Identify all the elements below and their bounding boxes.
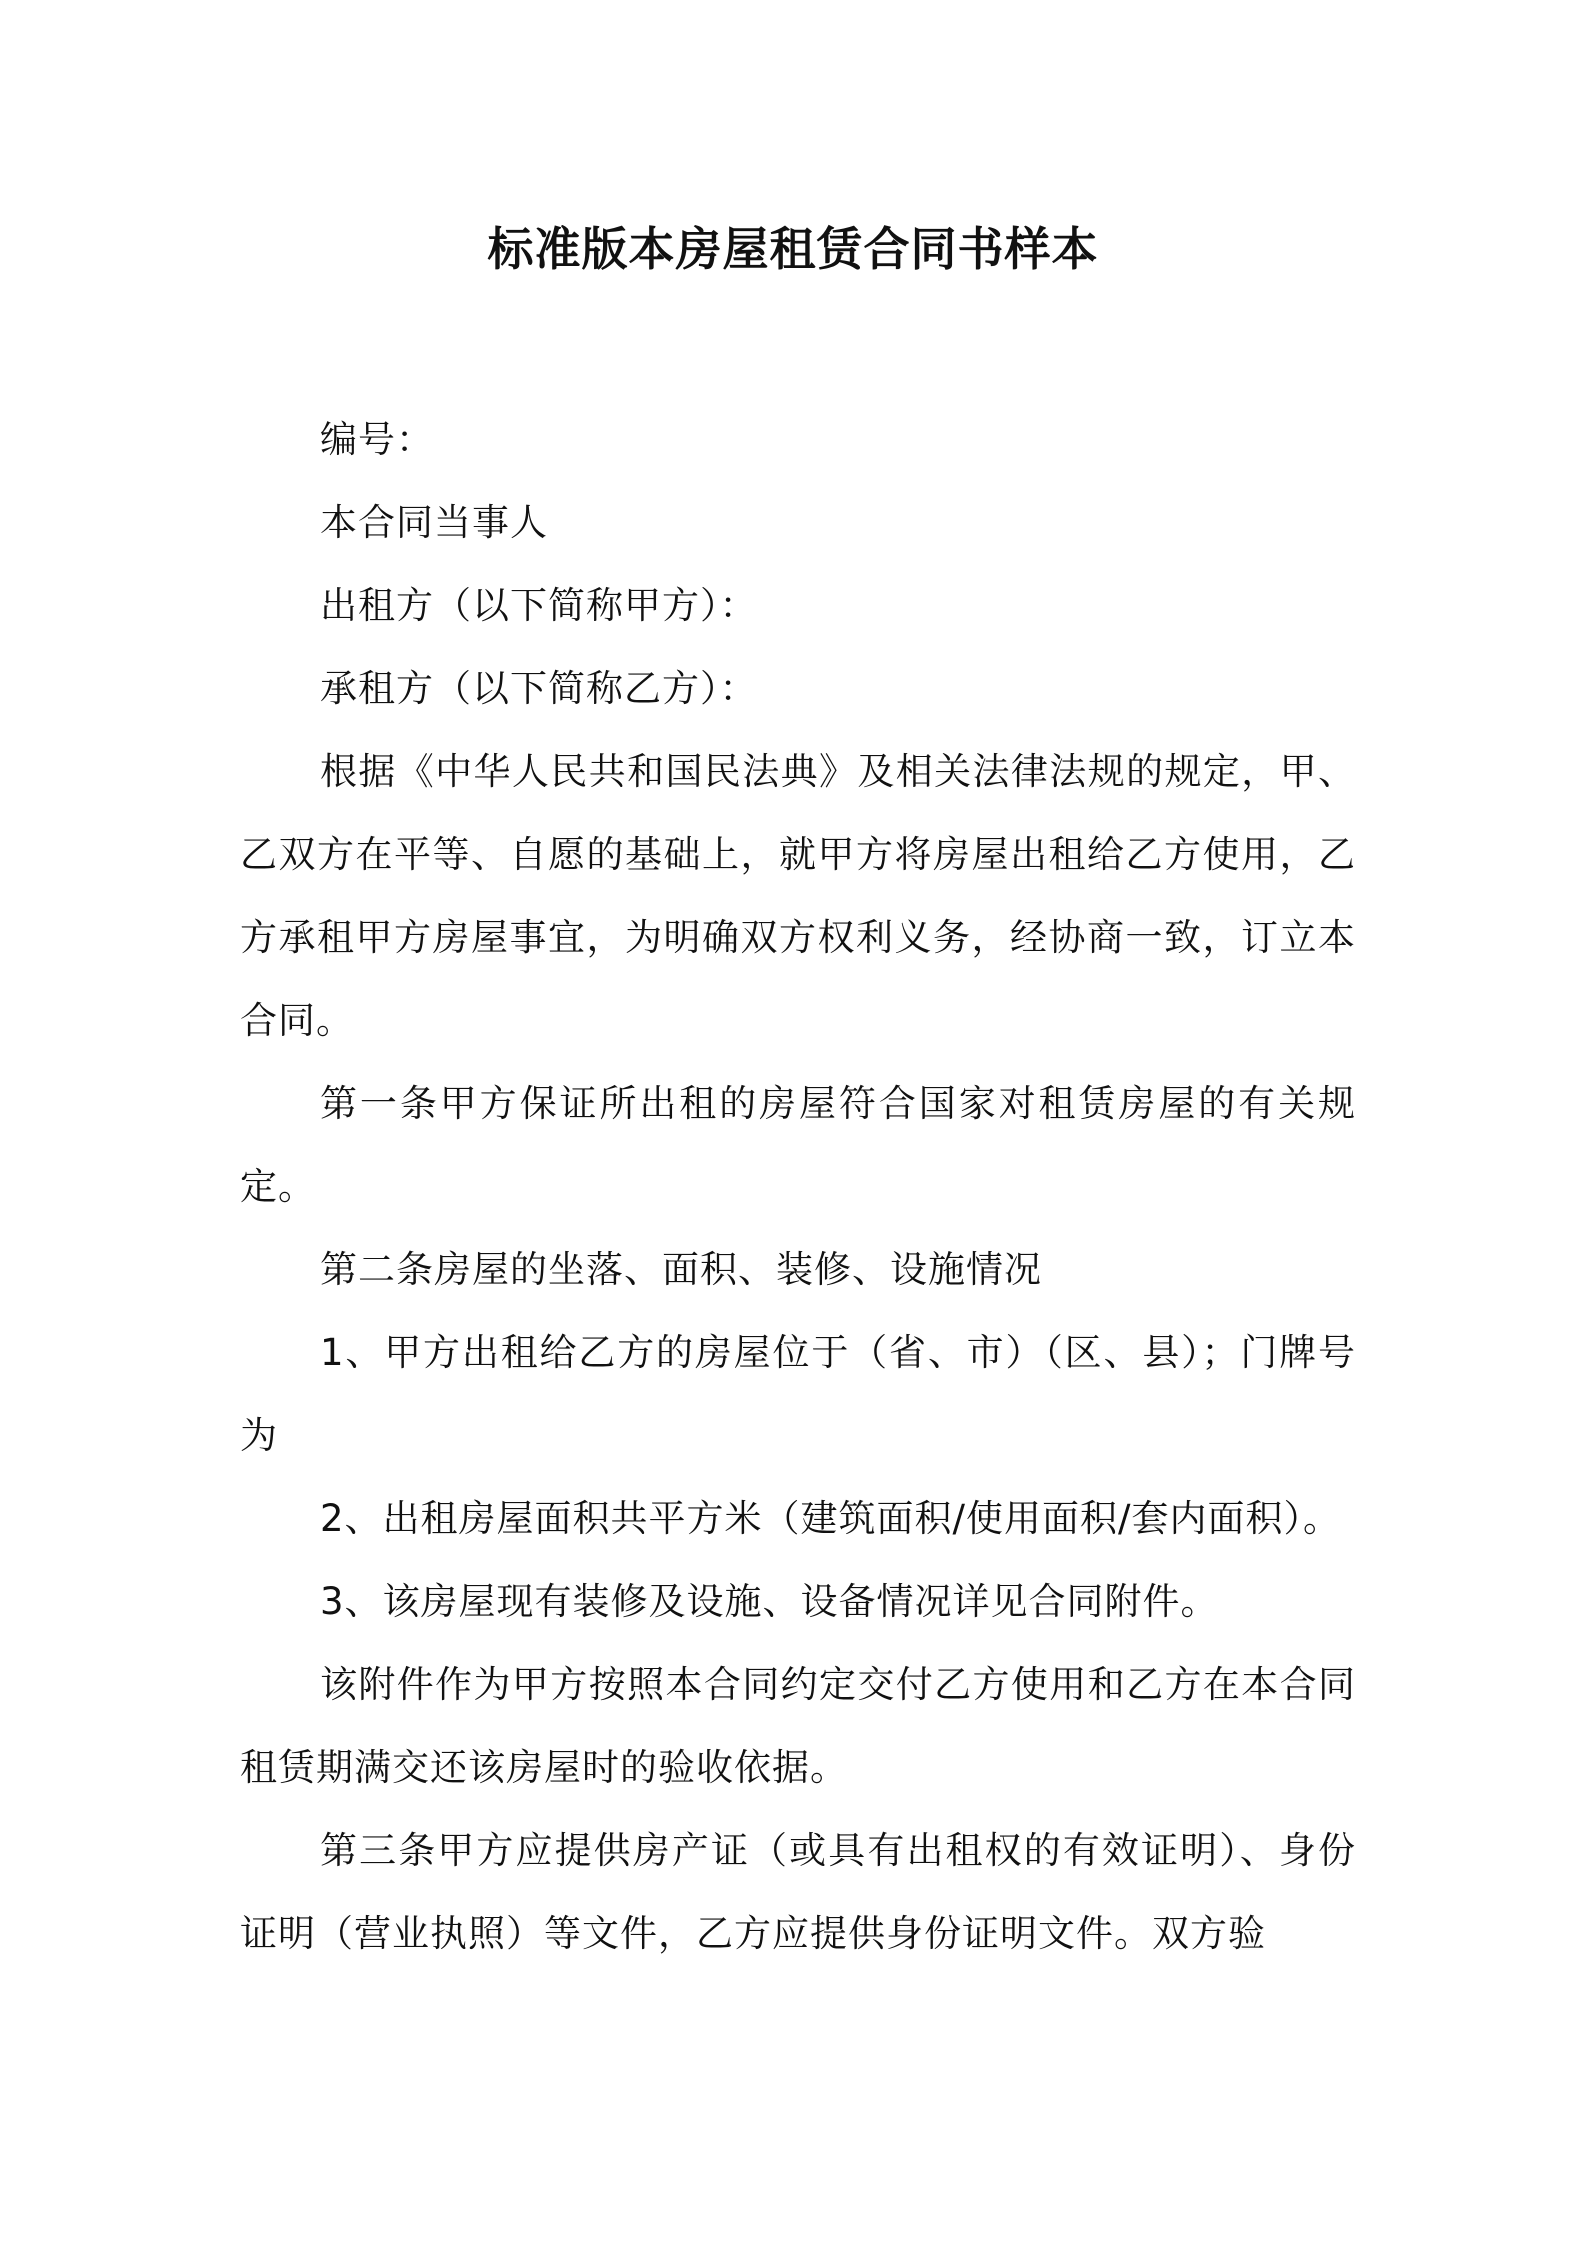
article-3-paragraph: 第三条甲方应提供房产证（或具有出租权的有效证明）、身份证明（营业执照）等文件，乙方应提供身份证明文件。双方验 (240, 1829, 1356, 1955)
lessor-line: 出租方（以下简称甲方）： (320, 584, 758, 627)
attachment-note-paragraph: 该附件作为甲方按照本合同约定交付乙方使用和乙方在本合同租赁期满交还该房屋时的验收依据。 (240, 1663, 1356, 1789)
article-2-item-1: 1、甲方出租给乙方的房屋位于（省、市）（区、县）；门牌号为 (240, 1331, 1356, 1457)
lessee-line: 承租方（以下简称乙方）： (320, 667, 758, 710)
document-title: 标准版本房屋租赁合同书样本 (487, 222, 1099, 276)
contract-number-line: 编号： (320, 418, 434, 461)
article-1-paragraph: 第一条甲方保证所出租的房屋符合国家对租赁房屋的有关规定。 (240, 1082, 1356, 1208)
article-2-item-3: 3、该房屋现有装修及设施、设备情况详见合同附件。 (320, 1580, 1219, 1623)
preamble-paragraph: 根据《中华人民共和国民法典》及相关法律法规的规定，甲、乙双方在平等、自愿的基础上，就甲方将房屋出租给乙方使用，乙方承租甲方房屋事宜，为明确双方权利义务，经协商一致，订立本合同。 (240, 750, 1356, 1042)
parties-heading: 本合同当事人 (320, 501, 548, 544)
article-2-item-2: 2、出租房屋面积共平方米（建筑面积/使用面积/套内面积）。 (320, 1497, 1341, 1540)
article-2-heading: 第二条房屋的坐落、面积、装修、设施情况 (320, 1248, 1042, 1291)
document-body (240, 398, 1356, 1975)
